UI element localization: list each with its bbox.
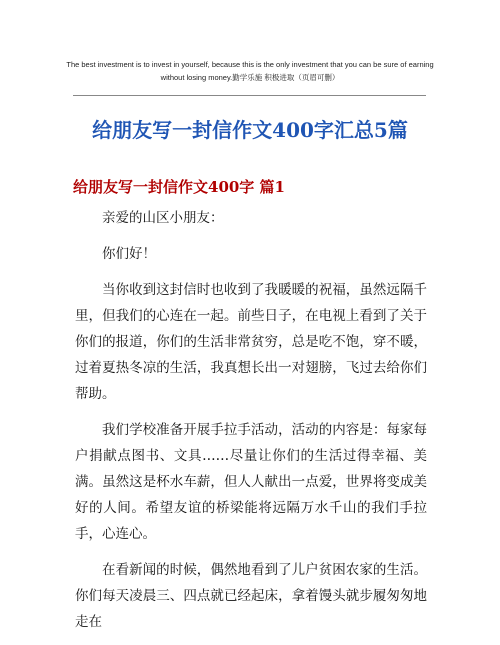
document-title: 给朋友写一封信作文400字汇总5篇 <box>92 118 408 142</box>
greeting: 你们好！ <box>102 246 156 262</box>
header-divider <box>73 95 426 96</box>
paragraph: 在看新闻的时候，偶然地看到了儿户贫困农家的生活。你们每天凌晨三、四点就已经起床，拿着馒头就步履匆匆地走在 <box>75 562 427 630</box>
section-title: 给朋友写一封信作文400字 篇1 <box>73 178 285 196</box>
header-line-1: The best investment is to invest in yourself, because this is the only investment that you can be sure of earning <box>66 60 434 69</box>
salutation: 亲爱的山区小朋友： <box>102 210 224 226</box>
paragraph: 我们学校准备开展手拉手活动，活动的内容是：每家每户捐献点图书、文具……尽量让你们的生活过得幸福、美满。虽然这是杯水车薪，但人人献出一点爱，世界将变成美好的人间。希望友谊的桥梁能将远隔万水千山的我们手拉手，心连心。 <box>75 422 427 542</box>
page-header <box>0 58 500 84</box>
header-line-2: without losing money.勤学乐施 积极进取（页眉可删） <box>160 73 340 82</box>
paragraph: 当你收到这封信时也收到了我暖暖的祝福，虽然远隔千里，但我们的心连在一起。前些日子，在电视上看到了关于你们的报道，你们的生活非常贫穷，总是吃不饱，穿不暖，过着夏热冬凉的生活，我真想长出一对翅膀，飞过去给你们帮助。 <box>75 282 427 402</box>
letter-body <box>75 205 427 645</box>
